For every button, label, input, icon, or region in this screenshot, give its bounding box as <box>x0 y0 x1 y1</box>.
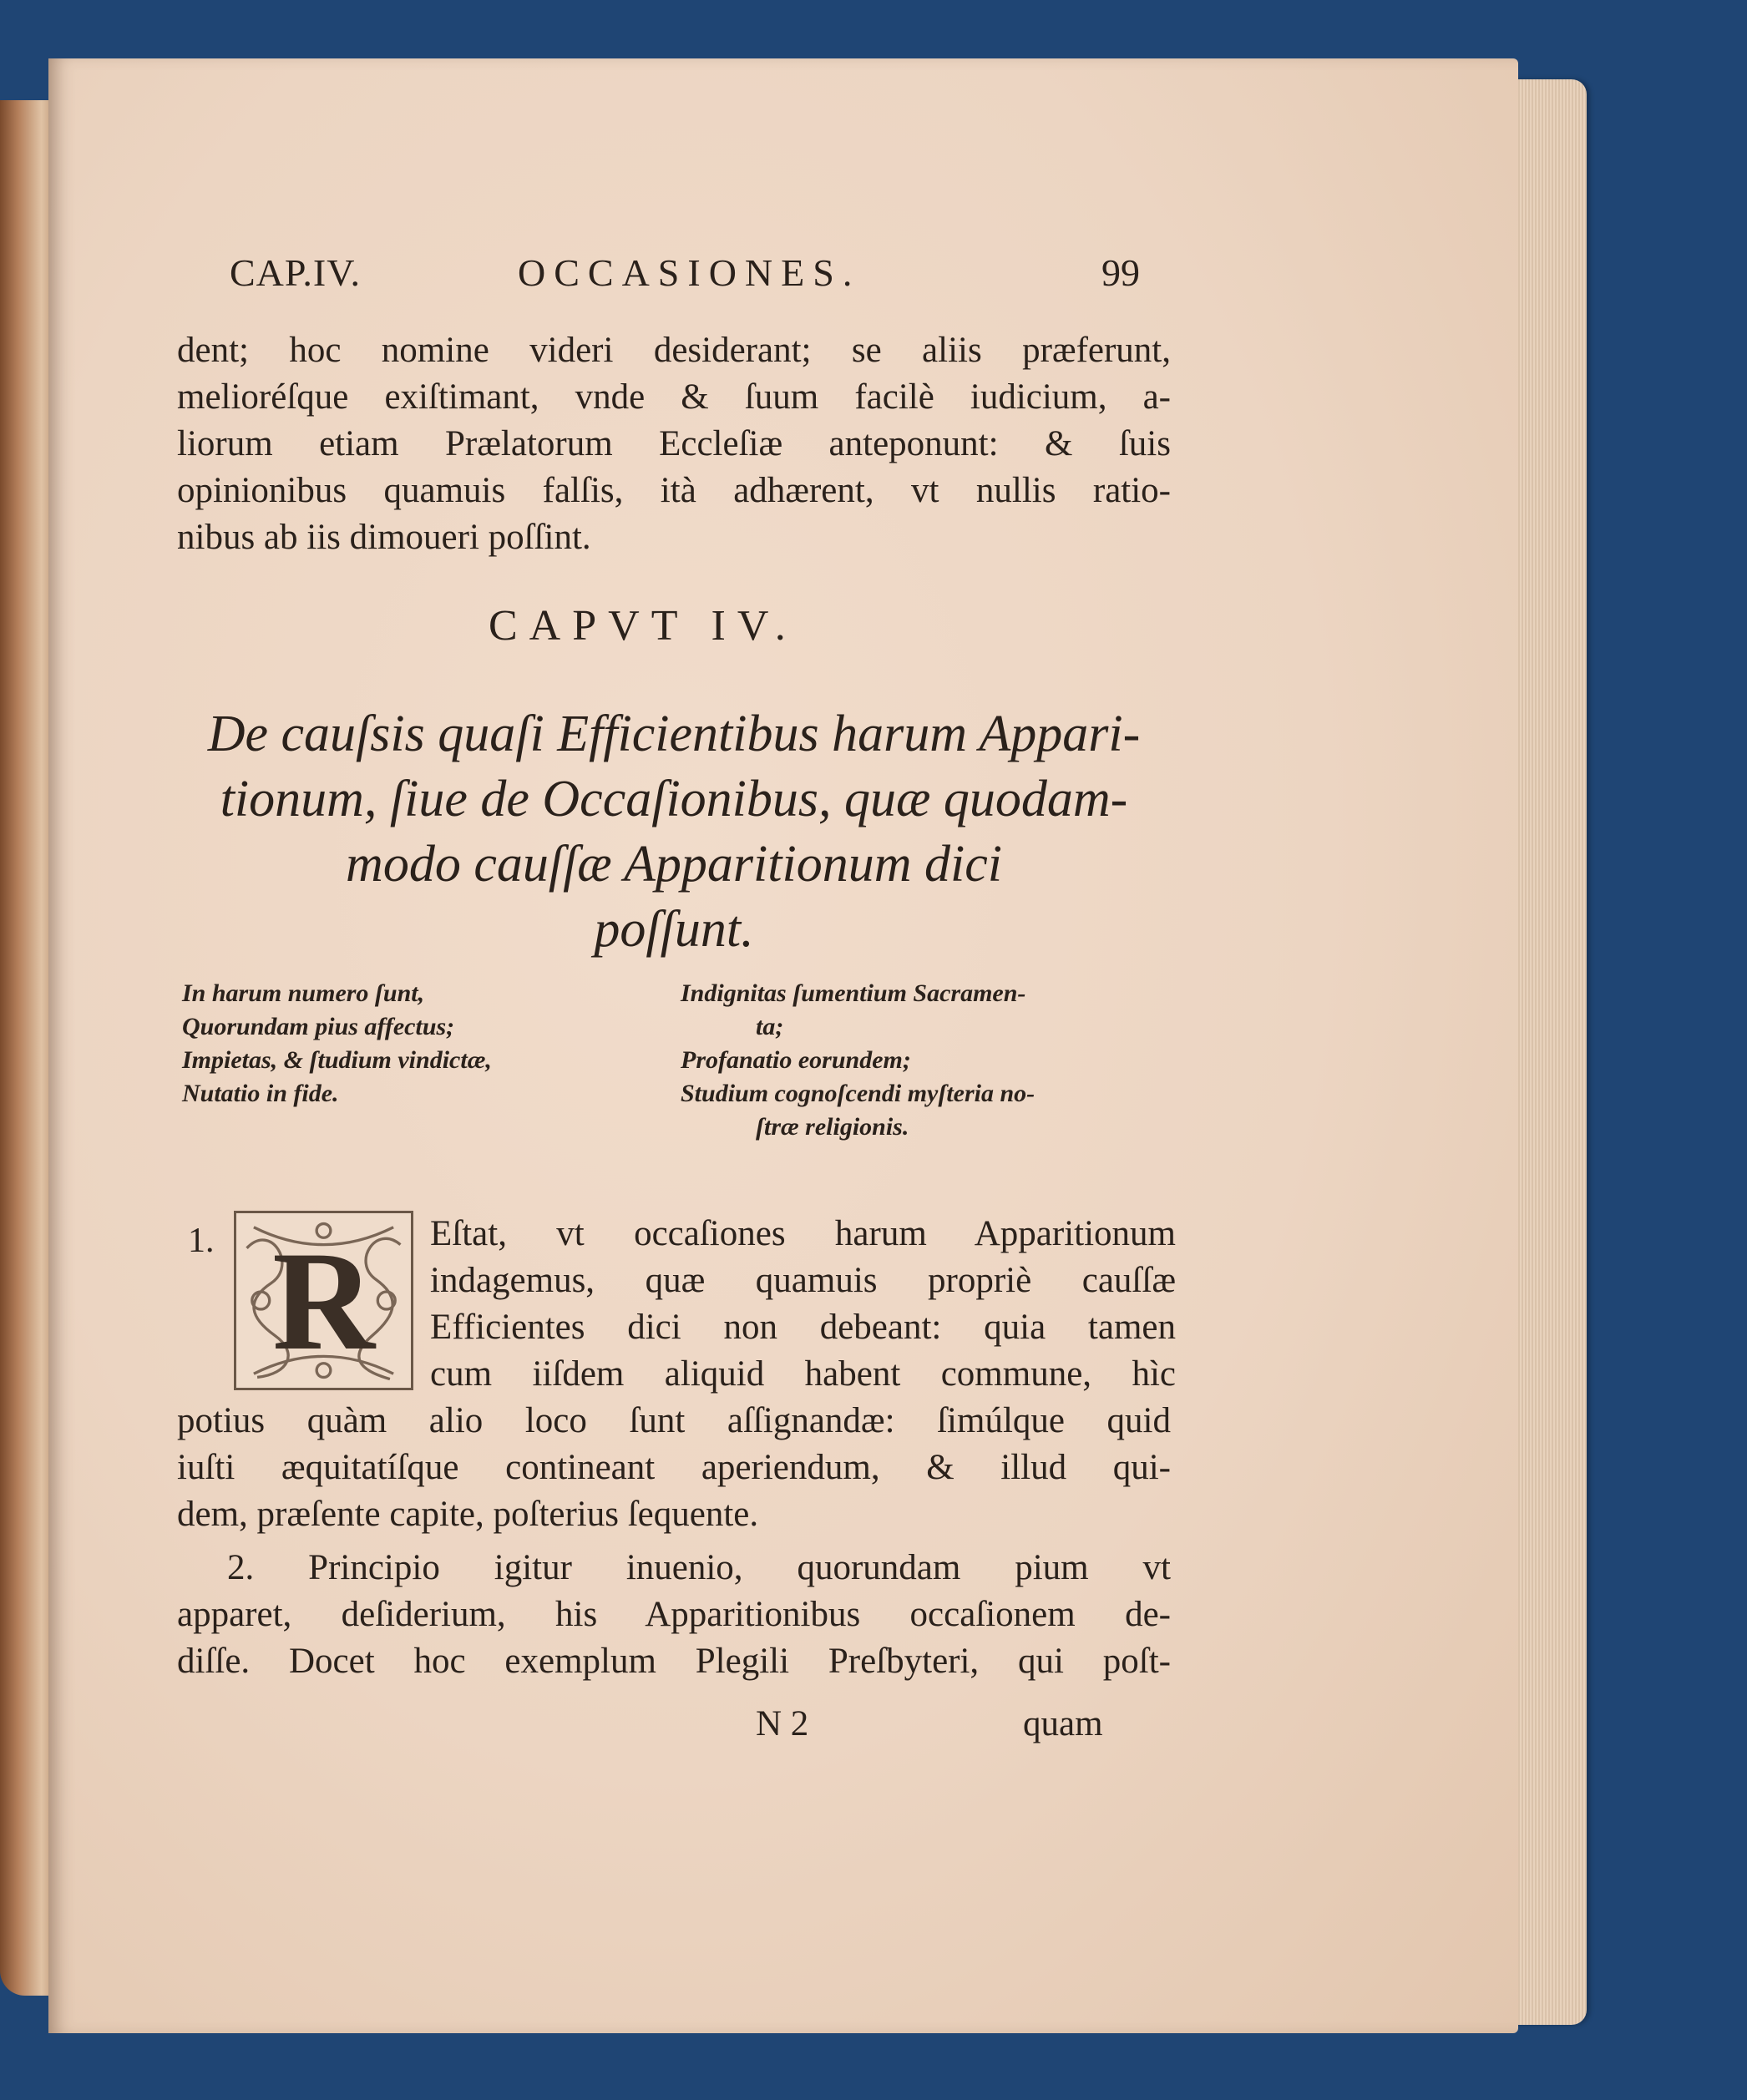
running-head-title: OCCASIONES. <box>518 251 861 294</box>
text-line: opinionibus quamuis falſis, ità adhærent, vt nullis ratio- <box>177 471 1171 510</box>
summary-item: Profanatio eorundem; <box>681 1046 911 1074</box>
text-line: liorum etiam Prælatorum Eccleſiæ anteponunt: & ſuis <box>177 424 1171 463</box>
text-line: nibus ab iis dimoueri poſſint. <box>177 518 591 557</box>
text-line: Eſtat, vt occaſiones harum Apparitionum <box>430 1214 1176 1253</box>
summary-item: Quorundam pius affectus; <box>182 1013 455 1040</box>
running-head <box>230 250 1140 317</box>
text-line: apparet, deſiderium, his Apparitionibus occaſionem de- <box>177 1595 1171 1634</box>
paragraph-beside-initial <box>430 1211 1176 1398</box>
chapter-title-line: De cauſsis quaſi Efficientibus harum Appari- <box>207 706 1141 762</box>
summary-item: ta; <box>756 1013 784 1040</box>
chapter-heading: CAPVT IV. <box>489 602 798 650</box>
chapter-title-line: poſſunt. <box>594 901 754 958</box>
text-line: melioréſque exiſtimant, vnde & ſuum facilè iudicium, a- <box>177 377 1171 417</box>
text-line: 2. Principio igitur inuenio, quorundam pium vt <box>227 1548 1171 1587</box>
catchword: quam <box>1023 1704 1103 1743</box>
paragraph-section-2 <box>177 1545 1171 1685</box>
summary-left <box>182 977 650 1111</box>
text-line: indagemus, quæ quamuis propriè cauſſæ <box>430 1261 1176 1300</box>
summary-item: In harum numero ſunt, <box>182 979 425 1007</box>
decorated-initial <box>234 1211 413 1390</box>
running-head-chapter: CAP.IV. <box>230 251 361 294</box>
text-line: potius quàm alio loco ſunt aſſignandæ: ſimúlque quid <box>177 1401 1171 1440</box>
summary-item: Indignitas ſumentium Sacramen- <box>681 979 1026 1007</box>
signature-mark: N 2 <box>756 1704 809 1743</box>
page-number: 99 <box>1101 251 1140 294</box>
drop-cap-letter: R <box>272 1222 375 1379</box>
summary-item: Studium cognoſcendi myſteria no- <box>681 1080 1036 1107</box>
summary-item: ſtræ religionis. <box>756 1113 909 1141</box>
chapter-title-line: tionum, ſiue de Occaſionibus, quæ quodam- <box>220 771 1128 827</box>
chapter-title <box>177 701 1171 962</box>
summary-right <box>681 977 1182 1144</box>
section-marker: 1. <box>188 1222 215 1260</box>
text-line: iuſti æquitatíſque contineant aperiendum, & illud qui- <box>177 1448 1171 1487</box>
text-line: dem, præſente capite, poſterius ſequente. <box>177 1495 759 1534</box>
text-line: diſſe. Docet hoc exemplum Plegili Preſbyteri, qui poſt- <box>177 1642 1171 1681</box>
chapter-title-line: modo cauſſæ Apparitionum dici <box>346 836 1002 893</box>
left-page-edge <box>0 100 52 1996</box>
continued-paragraph <box>177 327 1171 561</box>
text-line: Efficientes dici non debeant: quia tamen <box>430 1308 1176 1347</box>
summary-item: Nutatio in fide. <box>182 1080 339 1107</box>
summary-item: Impietas, & ſtudium vindictæ, <box>182 1046 492 1074</box>
text-line: dent; hoc nomine videri desiderant; se aliis præferunt, <box>177 331 1171 370</box>
paragraph-section-1 <box>177 1398 1171 1538</box>
text-line: cum iiſdem aliquid habent commune, hìc <box>430 1354 1176 1394</box>
